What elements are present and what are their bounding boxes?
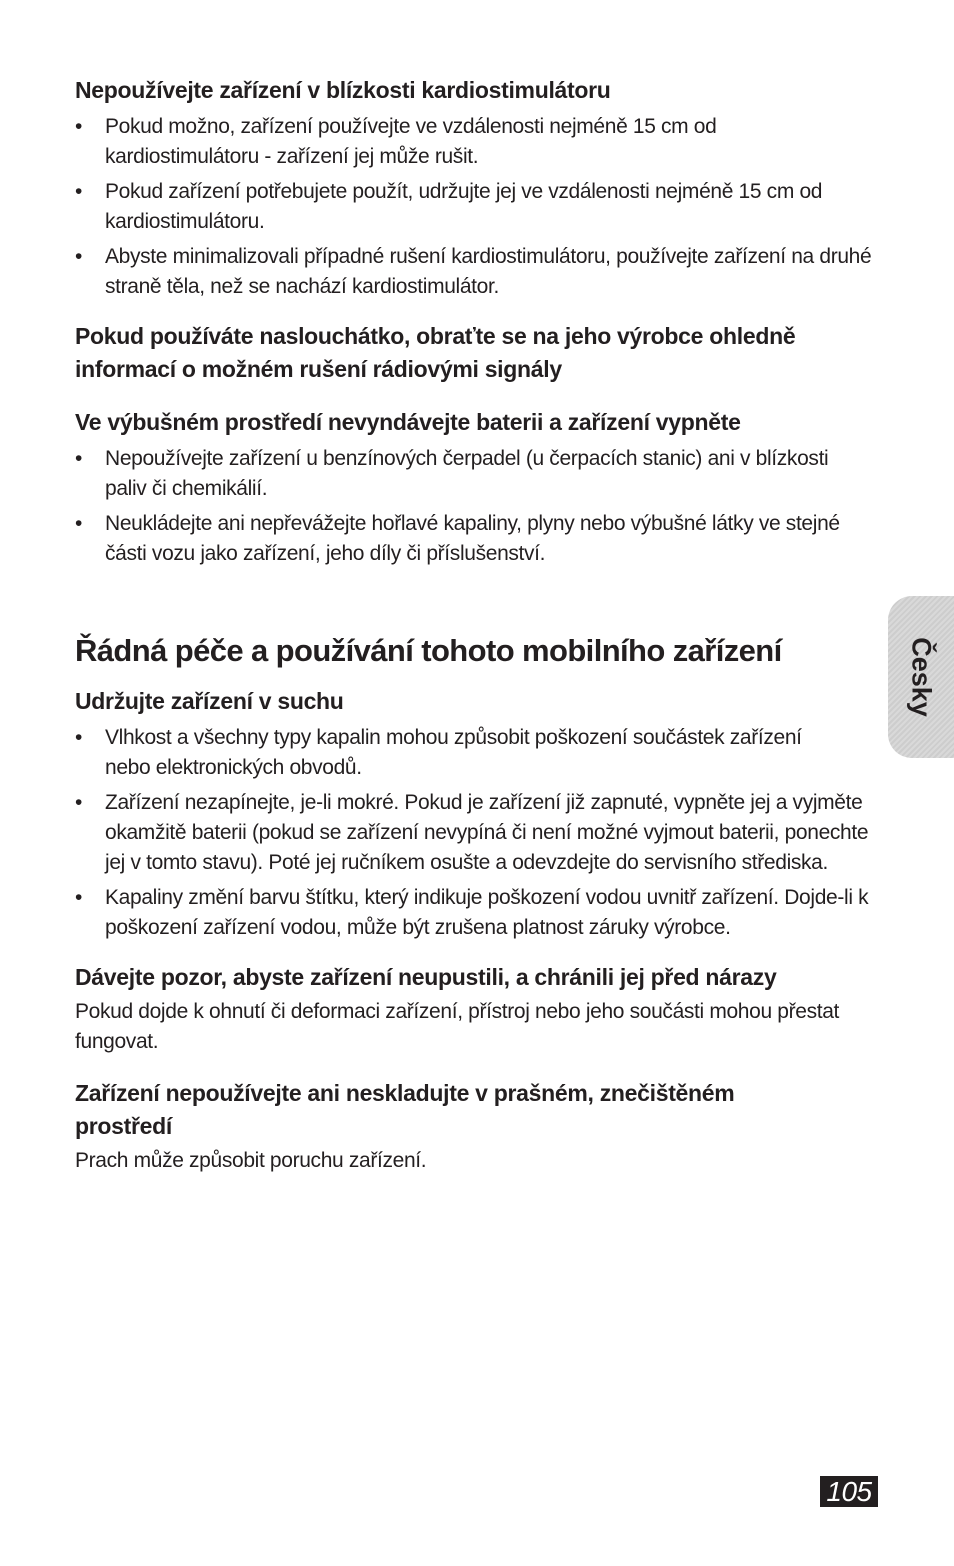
language-tab-label: Česky	[906, 637, 937, 717]
list-item: • Pokud zařízení potřebujete použít, udržujte jej ve vzdálenosti nejméně 15 cm od kardiostimulátoru.	[75, 177, 845, 237]
list-item: • Vlhkost a všechny typy kapalin mohou způsobit poškození součástek zařízení nebo elektronických obvodů.	[75, 723, 845, 783]
list-item: • Pokud možno, zařízení používejte ve vzdálenosti nejméně 15 cm od kardiostimulátoru - zařízení jej může rušit.	[75, 112, 795, 172]
bullet-list-pacemaker	[75, 112, 885, 302]
list-item: • Zařízení nezapínejte, je-li mokré. Pokud je zařízení již zapnuté, vypněte jej a vyjměte okamžitě baterii (pokud se zařízení nevypíná či není možné vyjmout baterii, ponechte jej v tomto stavu). Poté jej ručníkem osušte a odevzdejte do servisního střediska.	[75, 788, 885, 878]
list-item: • Neukládejte ani nepřevážejte hořlavé kapaliny, plyny nebo výbušné látky ve stejné části vozu jako zařízení, jeho díly či příslušenství.	[75, 509, 875, 569]
list-item: • Abyste minimalizovali případné rušení kardiostimulátoru, používejte zařízení na druhé straně těla, než se nachází kardiostimulátor.	[75, 242, 885, 302]
list-item: • Kapaliny změní barvu štítku, který indikuje poškození vodou uvnitř zařízení. Dojde-li k poškození zařízení vodou, může být zrušena platnost záruky výrobce.	[75, 883, 885, 943]
bullet-list-keep-dry	[75, 723, 885, 943]
section-heading-keep-dry: Udržujte zařízení v suchu	[75, 688, 344, 714]
section-text-dust: Prach může způsobit poruchu zařízení.	[75, 1149, 427, 1172]
section-heading-dust: Zařízení nepoužívejte ani neskladujte v prašném, znečištěném prostředí	[75, 1080, 735, 1139]
section-heading-explosive: Ve výbušném prostředí nevyndávejte baterii a zařízení vypněte	[75, 409, 741, 435]
section-heading-pacemaker: Nepoužívejte zařízení v blízkosti kardiostimulátoru	[75, 77, 611, 103]
page-content	[75, 70, 885, 1176]
page-number: 105	[820, 1476, 878, 1507]
bullet-list-explosive	[75, 444, 885, 569]
chapter-title: Řádná péče a používání tohoto mobilního zařízení	[75, 633, 782, 668]
section-heading-drop: Dávejte pozor, abyste zařízení neupustili, a chránili jej před nárazy	[75, 964, 777, 990]
section-heading-hearing-aid: Pokud používáte naslouchátko, obraťte se na jeho výrobce ohledně informací o možném rušení rádiovými signály	[75, 323, 796, 382]
section-text-drop: Pokud dojde k ohnutí či deformaci zařízení, přístroj nebo jeho součásti mohou přestat fungovat.	[75, 1000, 840, 1053]
list-item: • Nepoužívejte zařízení u benzínových čerpadel (u čerpacích stanic) ani v blízkosti paliv či chemikálií.	[75, 444, 845, 504]
language-side-tab	[888, 596, 954, 758]
